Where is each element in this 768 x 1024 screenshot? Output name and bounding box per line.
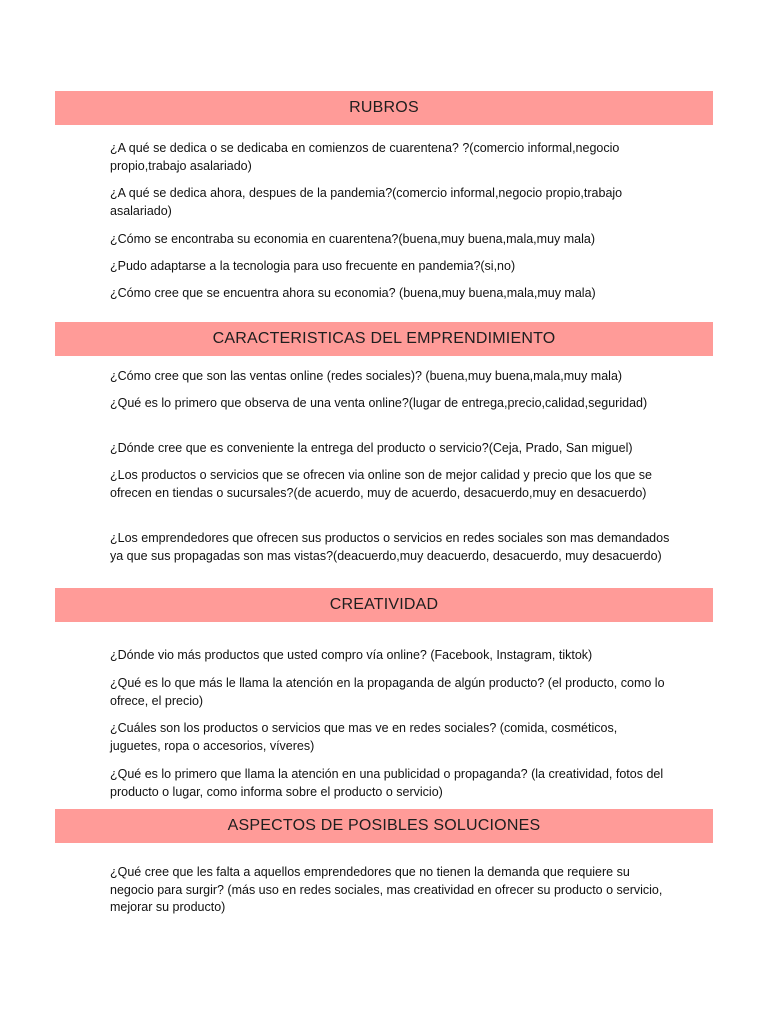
question-text: ¿Qué es lo que más le llama la atención en la propaganda de algún producto? (el producto, como lo ofrece, el precio)	[110, 676, 665, 708]
question-text: ¿Qué es lo primero que observa de una venta online?(lugar de entrega,precio,calidad,seguridad)	[110, 396, 648, 410]
question-text: ¿A qué se dedica ahora, despues de la pandemia?(comercio informal,negocio propio,trabajo asalariado)	[110, 186, 623, 218]
section-header-creatividad: CREATIVIDAD	[55, 588, 713, 622]
question-text: ¿Cómo cree que son las ventas online (redes sociales)? (buena,muy buena,mala,muy mala)	[110, 369, 623, 383]
question-text: ¿Qué cree que les falta a aquellos emprendedores que no tienen la demanda que requiere su negocio para surgir? (más uso en redes sociales, mas creatividad en ofrecer su producto o servicio, mejorar su producto)	[110, 865, 663, 914]
section-header-soluciones: ASPECTOS DE POSIBLES SOLUCIONES	[55, 809, 713, 843]
question-text: ¿Qué es lo primero que llama la atención en una publicidad o propaganda? (la creatividad, fotos del producto o lugar, como informa sobre el producto o servicio)	[110, 767, 664, 799]
question-text: ¿Los emprendedores que ofrecen sus productos o servicios en redes sociales son mas demandados ya que sus propagadas son mas vistas?(deacuerdo,muy deacuerdo, desacuerdo, muy desacuerdo)	[110, 531, 670, 563]
question-text: ¿Dónde cree que es conveniente la entrega del producto o servicio?(Ceja, Prado, San miguel)	[110, 441, 633, 455]
question-text: ¿Pudo adaptarse a la tecnologia para uso frecuente en pandemia?(si,no)	[110, 259, 516, 273]
question-text: ¿Dónde vio más productos que usted compro vía online? (Facebook, Instagram, tiktok)	[110, 648, 593, 662]
question-text: ¿Cómo cree que se encuentra ahora su economia? (buena,muy buena,mala,muy mala)	[110, 286, 596, 300]
question-text: ¿Los productos o servicios que se ofrecen via online son de mejor calidad y precio que los que se ofrecen en tiendas o sucursales?(de acuerdo, muy de acuerdo, desacuerdo,muy en desacuerdo)	[110, 468, 652, 500]
section-header-rubros: RUBROS	[55, 91, 713, 125]
question-text: ¿Cuáles son los productos o servicios que mas ve en redes sociales? (comida, cosméticos, juguetes, ropa o accesorios, víveres)	[110, 721, 618, 753]
section-header-caracteristicas: CARACTERISTICAS DEL EMPRENDIMIENTO	[55, 322, 713, 356]
question-text: ¿Cómo se encontraba su economia en cuarentena?(buena,muy buena,mala,muy mala)	[110, 232, 595, 246]
question-text: ¿A qué se dedica o se dedicaba en comienzos de cuarentena? ?(comercio informal,negocio propio,trabajo asalariado)	[110, 141, 620, 173]
